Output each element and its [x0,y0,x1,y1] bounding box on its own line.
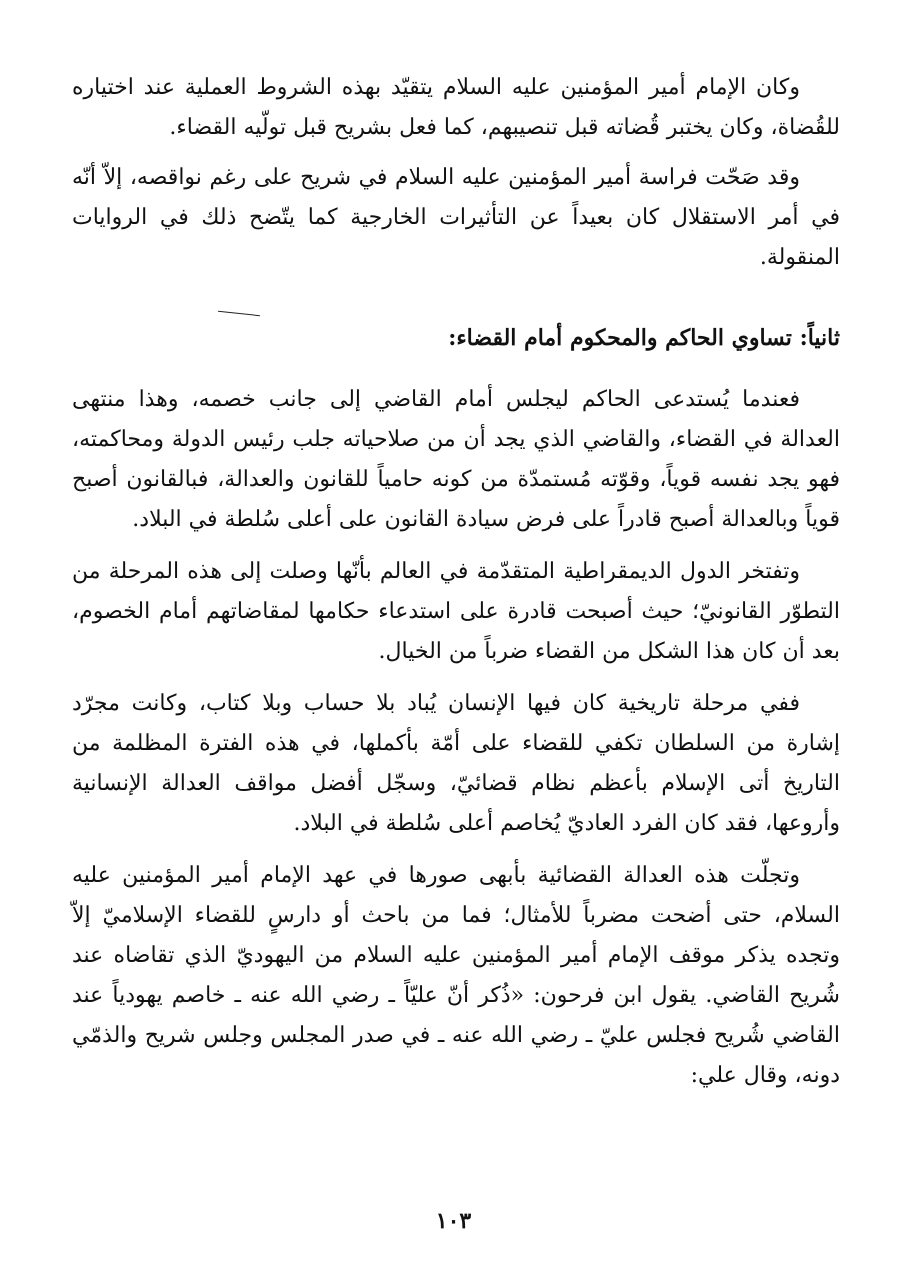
section-heading-lead: ثانياً: [799,325,840,351]
paragraph-5: ففي مرحلة تاريخية كان فيها الإنسان يُباد بلا حساب وبلا كتاب، وكانت مجرّد إشارة من السلطان تكفي للقضاء على أمّة بأكملها، في هذه الفترة المظلمة من التاريخ أتى الإسلام بأعظم نظام قضائيّ، وسجّل أفضل مواقف العدالة الإنسانية وأروعها، فقد كان الفرد العاديّ يُخاصم أعلى سُلطة في البلاد. [72,691,840,836]
section-heading-title: تساوي الحاكم والمحكوم أمام القضاء: [448,325,792,351]
page-number: ١٠٣ [435,1208,472,1234]
paragraph-4: وتفتخر الدول الديمقراطية المتقدّمة في العالم بأنّها وصلت إلى هذه المرحلة من التطوّر القانونيّ؛ حيث أصبحت قادرة على استدعاء حكامها لمقاضاتهم أمام الخصوم، بعد أن كان هذا الشكل من القضاء ضرباً من الخيال. [72,559,840,664]
paragraph-2: وقد صَحّت فراسة أمير المؤمنين عليه السلام في شريح على رغم نواقصه، إلاّ أنّه في أمر الاستقلال كان بعيداً عن التأثيرات الخارجية كما يتّضح ذلك في الروايات المنقولة. [72,165,840,270]
paragraph-3: فعندما يُستدعى الحاكم ليجلس أمام القاضي إلى جانب خصمه، وهذا منتهى العدالة في القضاء، والقاضي الذي يجد أن من صلاحياته جلب رئيس الدولة ومحاكمته، فهو يجد نفسه قوياً، وقوّته مُستمدّة من كونه حامياً للقانون والعدالة، فبالقانون أصبح قوياً وبالعدالة أصبح قادراً على فرض سيادة القانون على أعلى سُلطة في البلاد. [72,387,840,532]
section-heading [72,318,840,358]
paragraph-1: وكان الإمام أمير المؤمنين عليه السلام يتقيّد بهذه الشروط العملية عند اختياره للقُضاة، وكان يختبر قُضاته قبل تنصيبهم، كما فعل بشريح قبل تولّيه القضاء. [72,75,840,140]
paragraph-6: وتجلّت هذه العدالة القضائية بأبهى صورها في عهد الإمام أمير المؤمنين عليه السلام، حتى أضحت مضرباً للأمثال؛ فما من باحث أو دارسٍ للقضاء الإسلاميّ إلاّ وتجده يذكر موقف الإمام أمير المؤمنين عليه السلام من اليهوديّ الذي تقاضاه عند شُريح القاضي. يقول ابن فرحون: «ذُكر أنّ عليّاً ـ رضي الله عنه ـ خاصم يهودياً عند القاضي شُريح فجلس عليّ ـ رضي الله عنه ـ في صدر المجلس وجلس شريح والذمّي دونه، وقال علي: [72,863,840,1088]
document-body [72,68,840,1096]
